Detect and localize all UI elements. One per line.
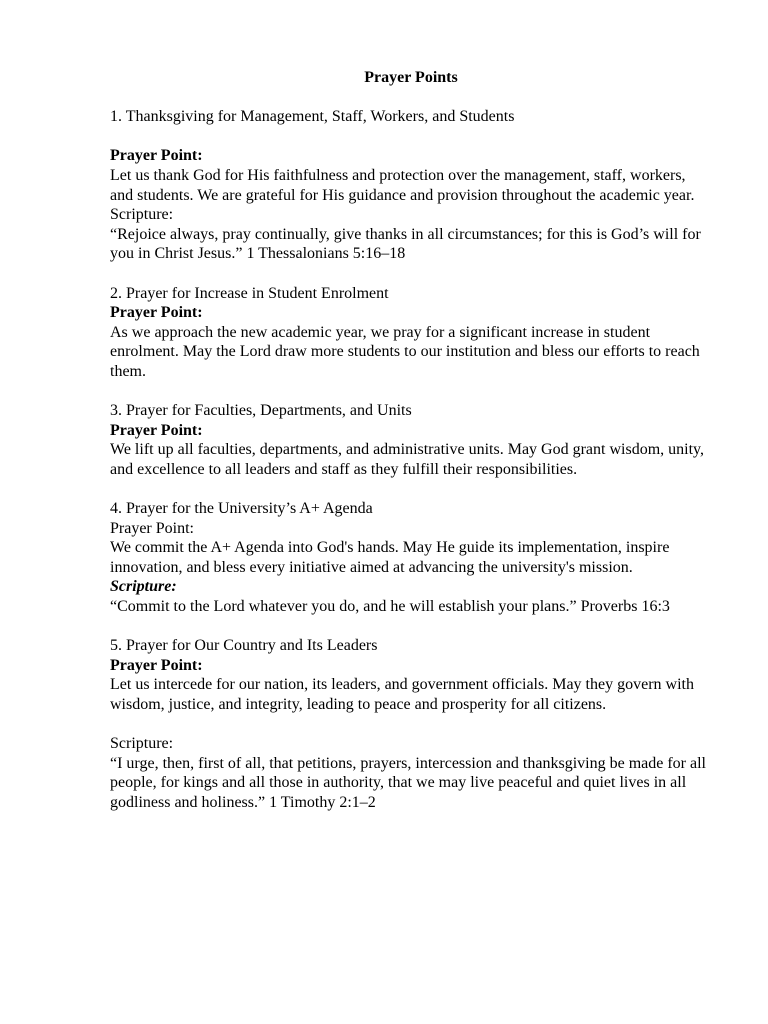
section-4-prayer-point-label: Prayer Point: xyxy=(110,519,194,537)
section-4-prayer-point-text: We commit the A+ Agenda into God's hands. May He guide its implementation, inspire innovation, and bless every initiative aimed at advancing the university's mission. xyxy=(110,539,670,576)
section-2-heading: 2. Prayer for Increase in Student Enrolment xyxy=(110,284,389,302)
section-4-scripture-label: Scripture: xyxy=(110,578,177,596)
section-2-prayer-point-text: As we approach the new academic year, we pray for a significant increase in student enrolment. May the Lord draw more students to our institution and bless our efforts to reach them. xyxy=(110,323,700,380)
spacer xyxy=(110,715,710,735)
section-4-scripture-text: “Commit to the Lord whatever you do, and he will establish your plans.” Proverbs 16:3 xyxy=(110,598,670,616)
section-5-heading: 5. Prayer for Our Country and Its Leaders xyxy=(110,637,378,655)
document-body xyxy=(110,68,710,813)
section-3-prayer-point-text: We lift up all faculties, departments, and administrative units. May God grant wisdom, unity, and excellence to all leaders and staff as they fulfill their responsibilities. xyxy=(110,441,704,478)
section-1-heading: 1. Thanksgiving for Management, Staff, Workers, and Students xyxy=(110,108,515,126)
section-1-prayer-point-label: Prayer Point: xyxy=(110,147,203,165)
section-1-scripture-label: Scripture: xyxy=(110,206,174,224)
spacer xyxy=(110,617,710,637)
section-2-prayer-point-label: Prayer Point: xyxy=(110,304,203,322)
section-1-scripture-text: “Rejoice always, pray continually, give thanks in all circumstances; for this is God’s will for you in Christ Jesus.” 1 Thessalonians 5:16–18 xyxy=(110,225,701,263)
spacer xyxy=(110,479,710,499)
spacer xyxy=(110,127,710,147)
section-4-heading: 4. Prayer for the University’s A+ Agenda xyxy=(110,500,373,518)
section-3-heading: 3. Prayer for Faculties, Departments, and Units xyxy=(110,402,412,420)
section-5-scripture-label: Scripture: xyxy=(110,735,174,753)
section-3-prayer-point-label: Prayer Point: xyxy=(110,421,203,439)
section-5-scripture-text: “I urge, then, first of all, that petitions, prayers, intercession and thanksgiving be made for all people, for kings and all those in authority, that we may live peaceful and quiet lives in all godliness and holiness.” 1 Timothy 2:1–2 xyxy=(110,754,706,811)
spacer xyxy=(110,264,710,284)
document-title: Prayer Points xyxy=(364,69,458,86)
section-5-prayer-point-label: Prayer Point: xyxy=(110,656,203,674)
spacer xyxy=(110,382,710,402)
section-5-prayer-point-text: Let us intercede for our nation, its leaders, and government officials. May they govern with wisdom, justice, and integrity, leading to peace and prosperity for all citizens. xyxy=(110,676,694,713)
section-1-prayer-point-text: Let us thank God for His faithfulness and protection over the management, staff, workers, and students. We are grateful for His guidance and provision throughout the academic year. xyxy=(110,166,695,204)
